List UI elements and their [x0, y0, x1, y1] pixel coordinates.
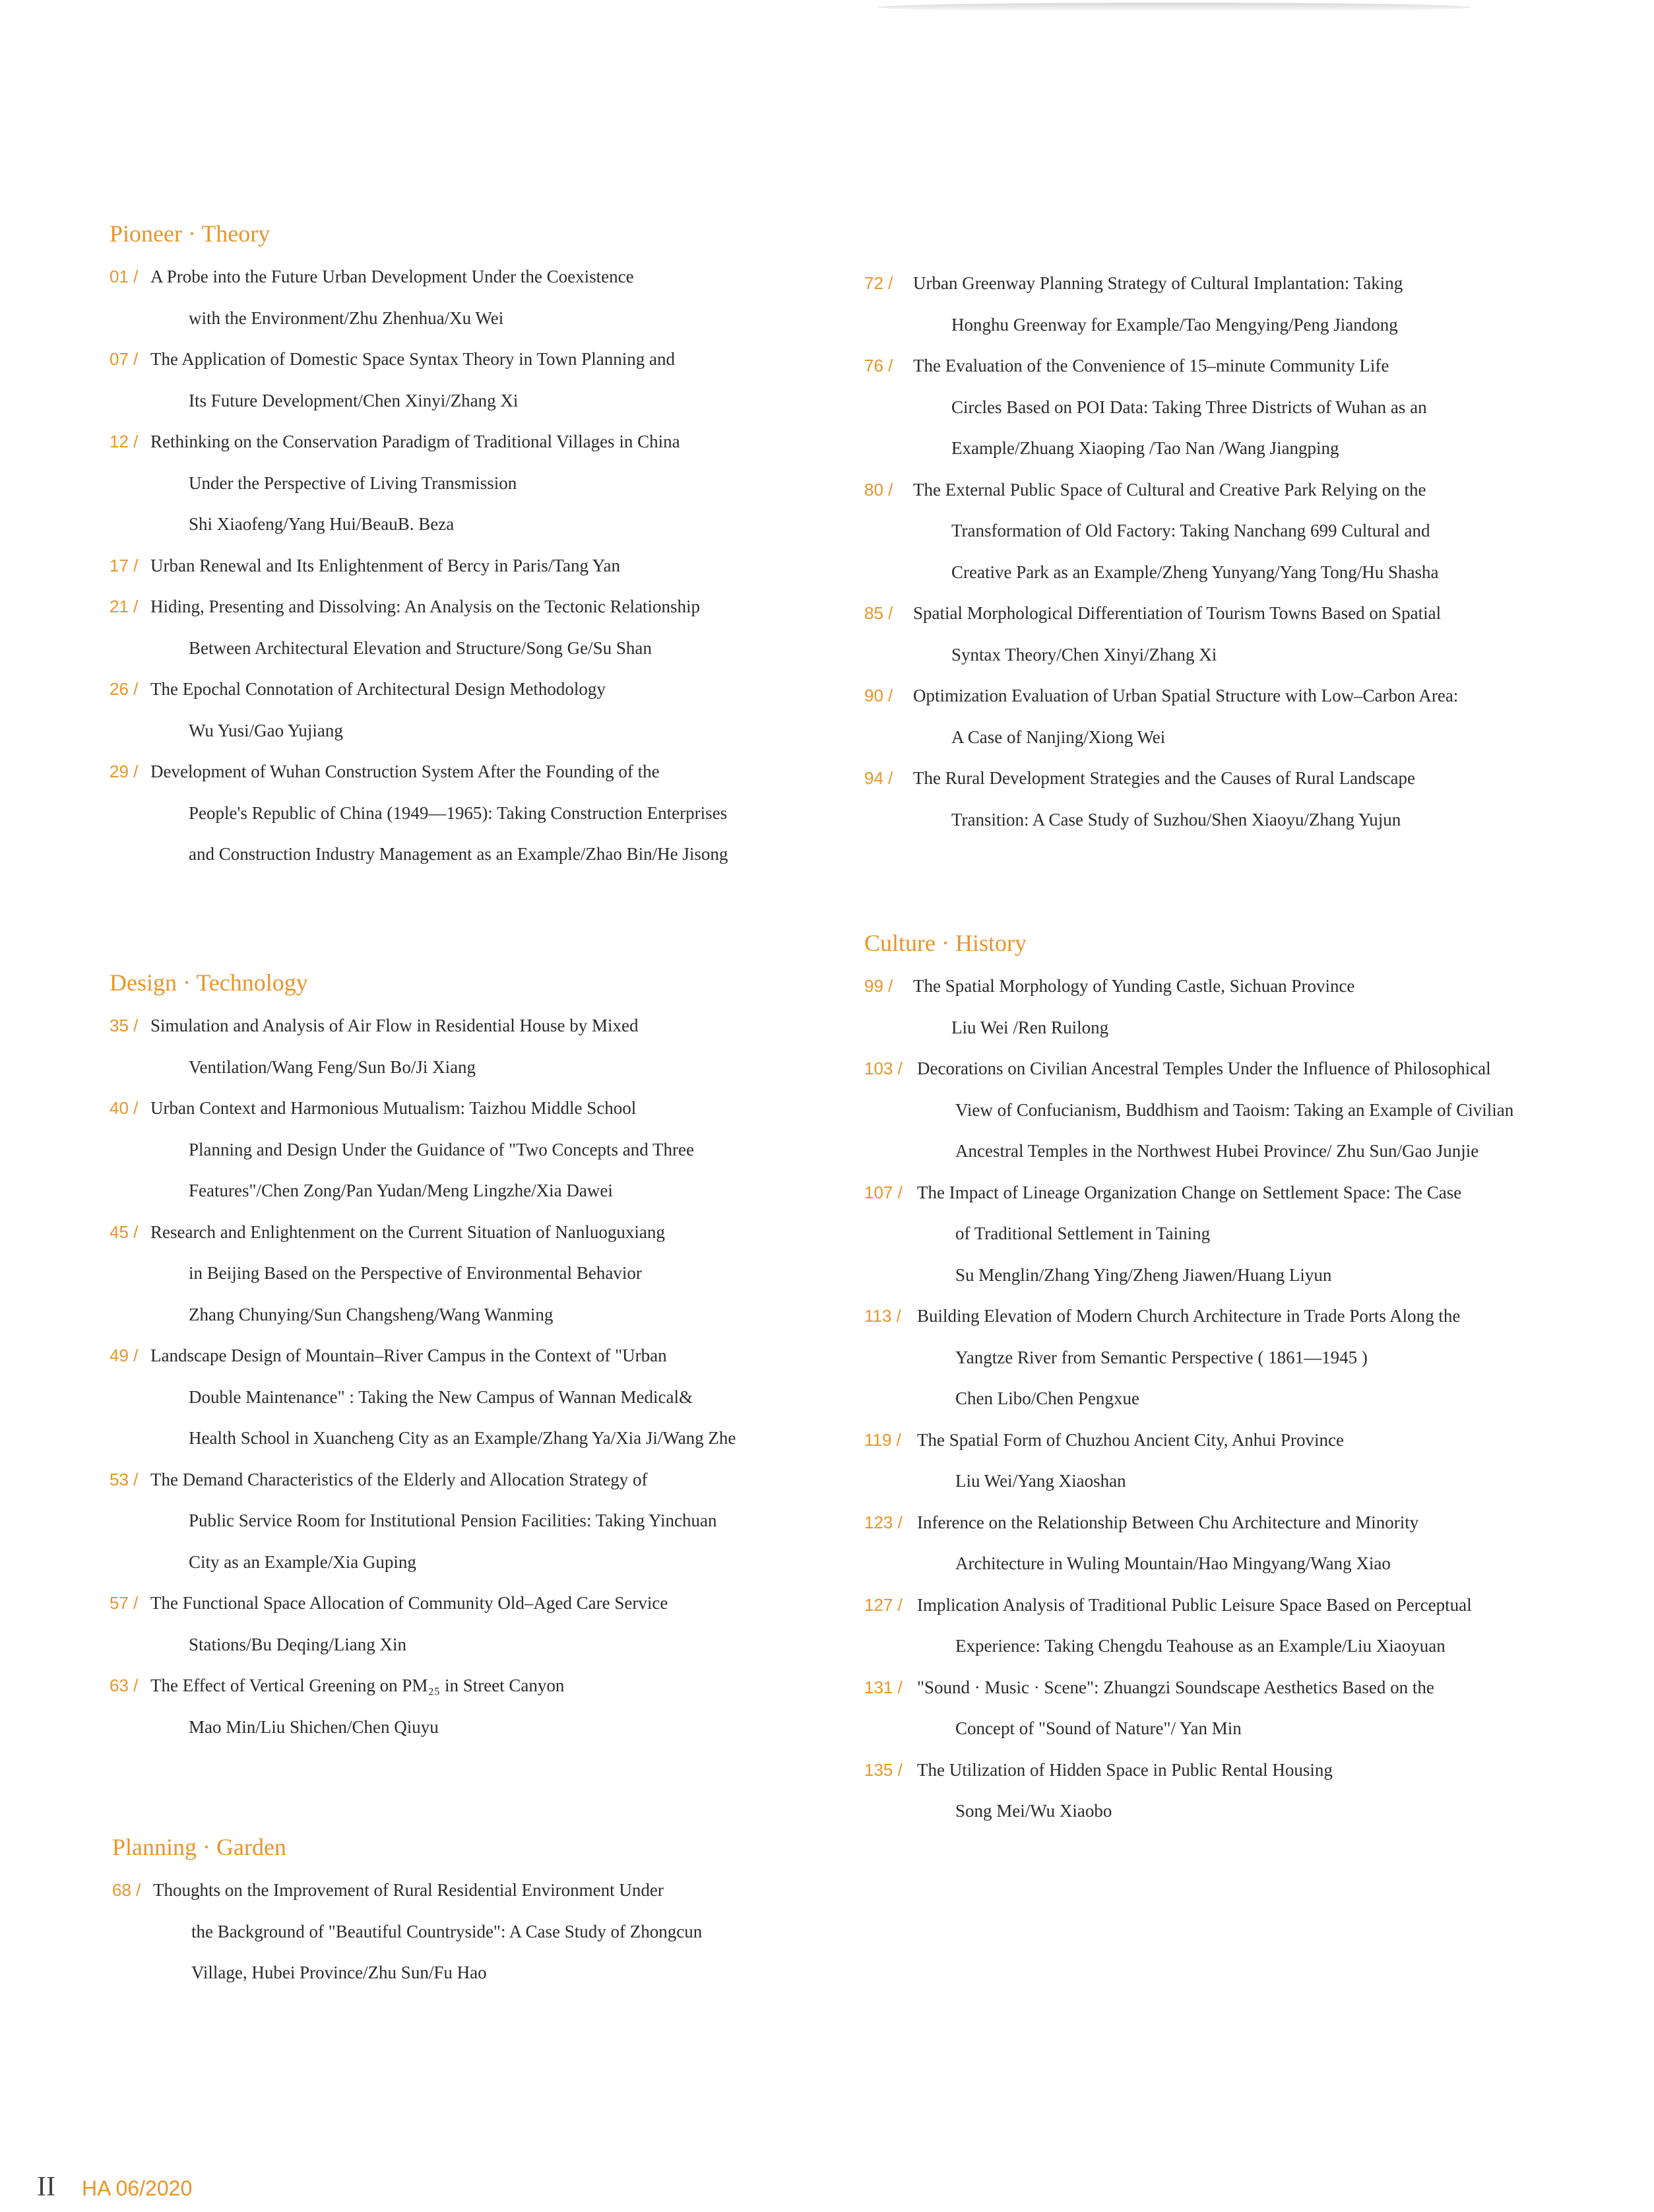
- page-ref: 07 /: [110, 349, 139, 369]
- toc-entry: [110, 1665, 829, 1747]
- page-ref: 76 /: [864, 356, 893, 375]
- section-title: Pioneer · Theory: [110, 220, 270, 247]
- entry-continuation: Concept of "Sound of Nature"/ Yan Min: [955, 1718, 1242, 1738]
- page-ref: 49 /: [110, 1346, 139, 1365]
- entry-continuation: People's Republic of China (1949—1965): Taking Construction Enterprises: [189, 802, 728, 823]
- page-ref: 01 /: [110, 267, 139, 286]
- entry-title: The Spatial Form of Chuzhou Ancient City, Anhui Province: [917, 1429, 1344, 1450]
- page-footer: [37, 2171, 192, 2203]
- page-number: II: [37, 2172, 55, 2202]
- entry-continuation: Village, Hubei Province/Zhu Sun/Fu Hao: [191, 1963, 487, 1982]
- entry-continuation: Between Architectural Elevation and Structure/Song Ge/Su Shan: [189, 637, 652, 658]
- entry-continuation: City as an Example/Xia Guping: [189, 1551, 416, 1572]
- entry-continuation: Chen Libo/Chen Pengxue: [955, 1388, 1139, 1408]
- entry-continuation: Yangtze River from Semantic Perspective ( 1861—1945 ): [955, 1347, 1368, 1367]
- entry-continuation: Transformation of Old Factory: Taking Nanchang 699 Cultural and: [951, 521, 1430, 540]
- entry-title: Hiding, Presenting and Dissolving: An Analysis on the Tectonic Relationship: [150, 597, 701, 616]
- entry-continuation: Experience: Taking Chengdu Teahouse as an Example/Liu Xiaoyuan: [955, 1636, 1446, 1656]
- page-ref: 127 /: [864, 1594, 903, 1615]
- toc-entry: [110, 1459, 829, 1583]
- page-ref: 103 /: [864, 1058, 903, 1078]
- toc-entry: [112, 1870, 831, 1994]
- entry-continuation: Transition: A Case Study of Suzhou/Shen Xiaoyu/Zhang Yujun: [951, 809, 1401, 830]
- entry-title: Thoughts on the Improvement of Rural Residential Environment Under: [153, 1880, 664, 1900]
- section-title: Culture · History: [864, 930, 1027, 956]
- entry-title: The Rural Development Strategies and the Causes of Rural Landscape: [913, 768, 1416, 788]
- scan-artifact: [877, 3, 1471, 12]
- toc-entry: [864, 965, 1643, 1048]
- page-ref: 90 /: [864, 686, 893, 705]
- entry-title: Urban Renewal and Its Enlightenment of Bercy in Paris/Tang Yan: [150, 555, 620, 575]
- entry-continuation: Su Menglin/Zhang Ying/Zheng Jiawen/Huang Liyun: [955, 1264, 1332, 1285]
- toc-entry: [110, 339, 829, 421]
- page-ref: 12 /: [110, 432, 139, 451]
- entry-title: The Spatial Morphology of Yunding Castle, Sichuan Province: [913, 976, 1355, 996]
- entry-title: The External Public Space of Cultural and Creative Park Relying on the: [913, 479, 1426, 500]
- section-design-technology: [110, 967, 829, 1747]
- page-ref: 29 /: [110, 762, 139, 781]
- page-ref: 45 /: [110, 1221, 139, 1242]
- entry-continuation: Ventilation/Wang Feng/Sun Bo/Ji Xiang: [189, 1057, 476, 1077]
- entry-continuation: Creative Park as an Example/Zheng Yunyang/Yang Tong/Hu Shasha: [951, 562, 1439, 582]
- toc-entry: [110, 1088, 829, 1212]
- page-ref: 53 /: [110, 1469, 139, 1489]
- entry-continuation: Shi Xiaofeng/Yang Hui/BeauB. Beza: [189, 514, 455, 534]
- toc-entry: [864, 263, 1643, 345]
- entry-continuation: Circles Based on POI Data: Taking Three Districts of Wuhan as an: [951, 397, 1427, 417]
- page-ref: 40 /: [110, 1098, 139, 1118]
- entry-title: Simulation and Analysis of Air Flow in Residential House by Mixed: [150, 1016, 639, 1035]
- entry-title: The Utilization of Hidden Space in Public Rental Housing: [917, 1759, 1333, 1780]
- entry-continuation: Architecture in Wuling Mountain/Hao Mingyang/Wang Xiao: [955, 1553, 1391, 1573]
- toc-entry: [864, 758, 1643, 840]
- entry-continuation: Planning and Design Under the Guidance of "Two Concepts and Three: [189, 1139, 694, 1159]
- entry-title: Landscape Design of Mountain–River Campus in the Context of "Urban: [150, 1346, 667, 1365]
- page-ref: 72 /: [864, 273, 893, 293]
- entry-continuation: Under the Perspective of Living Transmission: [189, 472, 517, 493]
- entry-continuation: A Case of Nanjing/Xiong Wei: [951, 727, 1166, 747]
- section-title: Design · Technology: [110, 969, 308, 996]
- entry-title: Development of Wuhan Construction System After the Founding of the: [150, 762, 660, 781]
- entry-continuation: Example/Zhuang Xiaoping /Tao Nan /Wang Jiangping: [951, 438, 1339, 458]
- page-ref: 131 /: [864, 1677, 903, 1697]
- toc-entry: [864, 1295, 1643, 1419]
- page-ref: 85 /: [864, 603, 893, 623]
- page-ref: 80 /: [864, 479, 893, 500]
- section-planning-garden-continued: [864, 263, 1643, 840]
- toc-entry: [110, 1582, 829, 1665]
- section-title: Planning · Garden: [112, 1834, 286, 1860]
- entry-continuation: in Beijing Based on the Perspective of Environmental Behavior: [189, 1263, 642, 1283]
- page-ref: 68 /: [112, 1880, 141, 1900]
- toc-entry: [864, 1749, 1643, 1832]
- toc-entry: [110, 586, 829, 668]
- entry-title: Rethinking on the Conservation Paradigm of Traditional Villages in China: [150, 432, 680, 451]
- entry-title: Building Elevation of Modern Church Architecture in Trade Ports Along the: [917, 1306, 1461, 1326]
- entry-continuation: with the Environment/Zhu Zhenhua/Xu Wei: [189, 308, 504, 328]
- toc-entry: [864, 1172, 1643, 1296]
- entry-title: The Effect of Vertical Greening on PM₂₅ in Street Canyon: [150, 1675, 565, 1695]
- toc-entry: [864, 345, 1643, 469]
- entry-title: Urban Greenway Planning Strategy of Cultural Implantation: Taking: [913, 273, 1403, 293]
- entry-title: Optimization Evaluation of Urban Spatial Structure with Low–Carbon Area:: [913, 686, 1459, 705]
- section-pioneer-theory: [110, 218, 829, 875]
- entry-continuation: the Background of "Beautiful Countryside": A Case Study of Zhongcun: [191, 1921, 703, 1941]
- entry-title: The Functional Space Allocation of Community Old–Aged Care Service: [150, 1593, 668, 1613]
- entry-continuation: Liu Wei /Ren Ruilong: [951, 1017, 1109, 1037]
- entry-title: The Impact of Lineage Organization Change on Settlement Space: The Case: [917, 1182, 1462, 1202]
- page-ref: 107 /: [864, 1182, 903, 1202]
- entry-title: Research and Enlightenment on the Current Situation of Nanluoguxiang: [150, 1221, 665, 1242]
- entry-title: Implication Analysis of Traditional Public Leisure Space Based on Perceptual: [917, 1594, 1472, 1615]
- entry-title: The Evaluation of the Convenience of 15–minute Community Life: [913, 356, 1389, 375]
- entry-continuation: Ancestral Temples in the Northwest Hubei Province/ Zhu Sun/Gao Junjie: [955, 1141, 1479, 1161]
- entry-continuation: Honghu Greenway for Example/Tao Mengying/Peng Jiandong: [951, 314, 1398, 335]
- toc-entry: [110, 545, 829, 587]
- entry-continuation: Features"/Chen Zong/Pan Yudan/Meng Lingzhe/Xia Dawei: [189, 1181, 613, 1200]
- section-planning-garden: [112, 1831, 831, 1994]
- entry-title: Decorations on Civilian Ancestral Temples Under the Influence of Philosophical: [917, 1058, 1491, 1078]
- page-ref: 123 /: [864, 1512, 903, 1532]
- entry-title: "Sound · Music · Scene": Zhuangzi Soundscape Aesthetics Based on the: [917, 1677, 1434, 1697]
- entry-continuation: Zhang Chunying/Sun Changsheng/Wang Wanming: [189, 1304, 554, 1324]
- entry-continuation: and Construction Industry Management as an Example/Zhao Bin/He Jisong: [189, 844, 728, 864]
- section-culture-history: [864, 927, 1643, 1832]
- entry-continuation: Liu Wei/Yang Xiaoshan: [955, 1471, 1126, 1491]
- toc-entry: [864, 1419, 1643, 1502]
- toc-entry: [110, 751, 829, 875]
- toc-entry: [864, 1048, 1643, 1172]
- entry-title: Spatial Morphological Differentiation of Tourism Towns Based on Spatial: [913, 603, 1442, 623]
- toc-entry: [864, 1502, 1643, 1584]
- page-ref: 119 /: [864, 1429, 901, 1450]
- entry-continuation: View of Confucianism, Buddhism and Taoism: Taking an Example of Civilian: [955, 1099, 1514, 1120]
- page-ref: 135 /: [864, 1759, 903, 1780]
- toc-entry: [110, 421, 829, 545]
- toc-entry: [110, 1212, 829, 1336]
- page-ref: 21 /: [110, 597, 139, 616]
- toc-entry: [110, 256, 829, 339]
- page-ref: 94 /: [864, 768, 893, 788]
- entry-continuation: Public Service Room for Institutional Pension Facilities: Taking Yinchuan: [189, 1511, 717, 1530]
- entry-title: A Probe into the Future Urban Development Under the Coexistence: [150, 267, 634, 286]
- entry-title: Urban Context and Harmonious Mutualism: Taizhou Middle School: [150, 1098, 637, 1118]
- page-ref: 35 /: [110, 1016, 139, 1035]
- toc-entry: [864, 593, 1643, 675]
- toc-entry: [864, 1584, 1643, 1667]
- issue-label: HA 06/2020: [81, 2176, 193, 2200]
- page-ref: 26 /: [110, 679, 139, 699]
- entry-continuation: Health School in Xuancheng City as an Example/Zhang Ya/Xia Ji/Wang Zhe: [189, 1428, 736, 1448]
- toc-entry: [864, 469, 1643, 593]
- entry-continuation: Wu Yusi/Gao Yujiang: [189, 720, 343, 740]
- entry-continuation: Its Future Development/Chen Xinyi/Zhang Xi: [189, 390, 519, 410]
- entry-continuation: Syntax Theory/Chen Xinyi/Zhang Xi: [951, 644, 1217, 665]
- page-ref: 63 /: [110, 1675, 139, 1695]
- entry-continuation: Double Maintenance" : Taking the New Campus of Wannan Medical&: [189, 1386, 693, 1407]
- entry-title: Inference on the Relationship Between Chu Architecture and Minority: [917, 1512, 1419, 1532]
- entry-continuation: Mao Min/Liu Shichen/Chen Qiuyu: [189, 1716, 439, 1737]
- toc-entry: [110, 1005, 829, 1088]
- toc-entry: [864, 1667, 1643, 1749]
- entry-continuation: Stations/Bu Deqing/Liang Xin: [189, 1634, 406, 1654]
- page-ref: 17 /: [110, 555, 139, 575]
- toc-entry: [110, 668, 829, 751]
- entry-continuation: Song Mei/Wu Xiaobo: [955, 1801, 1112, 1821]
- entry-title: The Application of Domestic Space Syntax Theory in Town Planning and: [150, 349, 675, 369]
- entry-continuation: of Traditional Settlement in Taining: [955, 1223, 1211, 1243]
- toc-entry: [864, 675, 1643, 758]
- entry-title: The Epochal Connotation of Architectural Design Methodology: [150, 679, 606, 699]
- toc-entry: [110, 1335, 829, 1459]
- page-ref: 57 /: [110, 1593, 139, 1613]
- page-ref: 113 /: [864, 1306, 901, 1326]
- entry-title: The Demand Characteristics of the Elderly and Allocation Strategy of: [150, 1469, 648, 1489]
- page-ref: 99 /: [864, 976, 893, 996]
